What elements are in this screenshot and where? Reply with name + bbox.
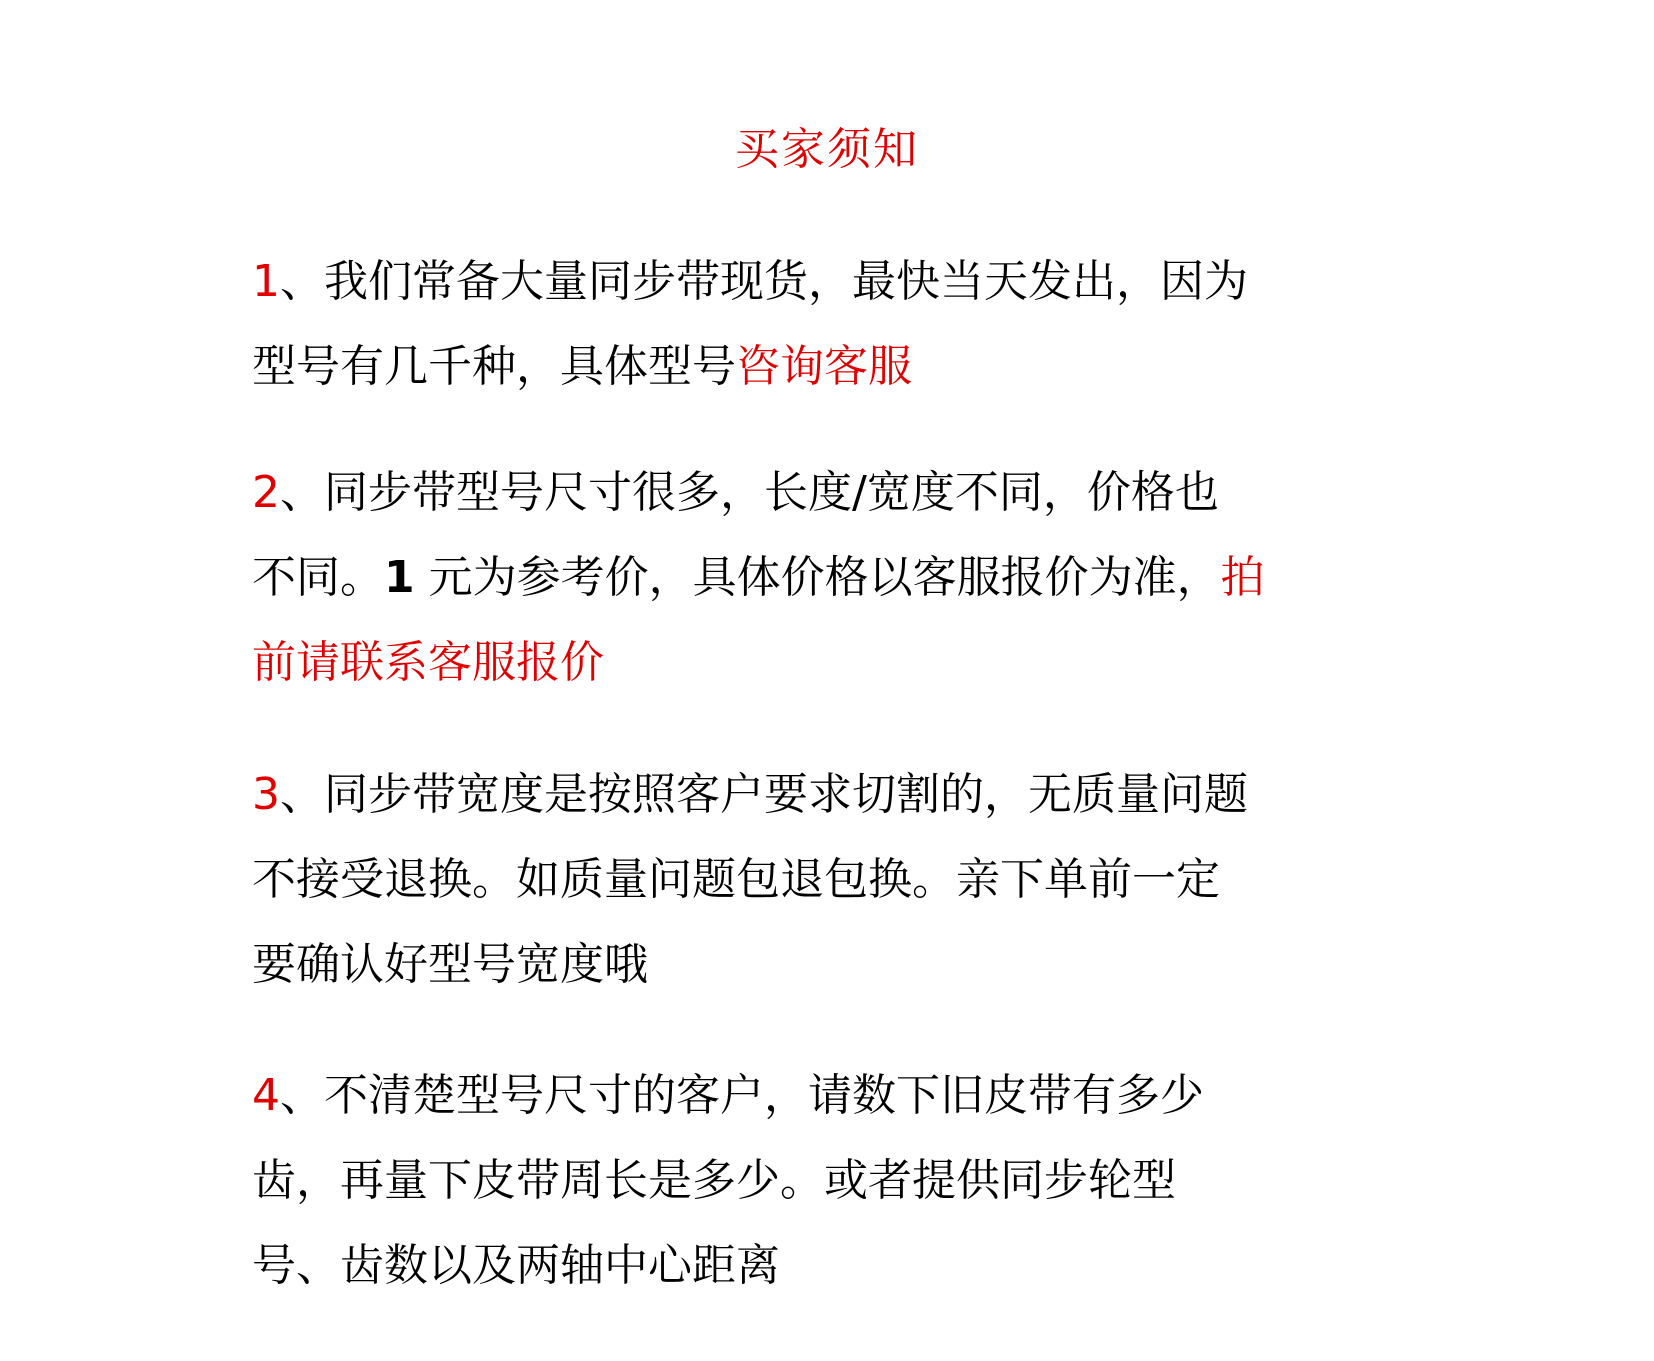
notice-line — [252, 239, 1412, 324]
page-title: 买家须知 — [735, 124, 919, 175]
notice-line — [252, 922, 1412, 1007]
highlight-text: 前请联系客服报价 — [252, 637, 604, 688]
notice-line — [252, 752, 1412, 837]
highlight-text: 拍 — [1220, 552, 1265, 603]
notice-line — [252, 620, 1412, 705]
item-number: 2 — [252, 467, 280, 518]
notice-item-3 — [252, 752, 1412, 1007]
notice-item-4 — [252, 1053, 1412, 1308]
notice-text: 、同步带宽度是按照客户要求切割的，无质量问题 — [280, 769, 1248, 820]
notice-item-1 — [252, 239, 1412, 409]
item-number: 3 — [252, 769, 280, 820]
notice-text: 不同。 — [252, 552, 384, 603]
notice-line — [252, 1138, 1412, 1223]
notice-line — [252, 1053, 1412, 1138]
notice-text: 、同步带型号尺寸很多，长度/宽度不同，价格也 — [280, 467, 1219, 518]
notice-text: 、我们常备大量同步带现货，最快当天发出，因为 — [280, 256, 1248, 307]
notice-text: 型号有几千种，具体型号 — [252, 341, 736, 392]
item-number: 4 — [252, 1070, 280, 1121]
notice-line — [252, 1223, 1412, 1308]
notice-text: 元为参考价，具体价格以客服报价为准， — [414, 552, 1221, 603]
notice-text: 号、齿数以及两轴中心距离 — [252, 1240, 780, 1291]
notice-line — [252, 837, 1412, 922]
notice-line — [252, 535, 1412, 620]
reference-price-number: 1 — [384, 552, 415, 603]
notice-line — [252, 324, 1412, 409]
notice-item-2 — [252, 450, 1412, 705]
notice-text: 要确认好型号宽度哦 — [252, 939, 648, 990]
notice-text: 、不清楚型号尺寸的客户，请数下旧皮带有多少 — [280, 1070, 1204, 1121]
notice-text: 齿，再量下皮带周长是多少。或者提供同步轮型 — [252, 1155, 1176, 1206]
notice-text: 不接受退换。如质量问题包退包换。亲下单前一定 — [252, 854, 1220, 905]
highlight-text: 咨询客服 — [736, 341, 912, 392]
item-number: 1 — [252, 256, 280, 307]
notice-line — [252, 450, 1412, 535]
